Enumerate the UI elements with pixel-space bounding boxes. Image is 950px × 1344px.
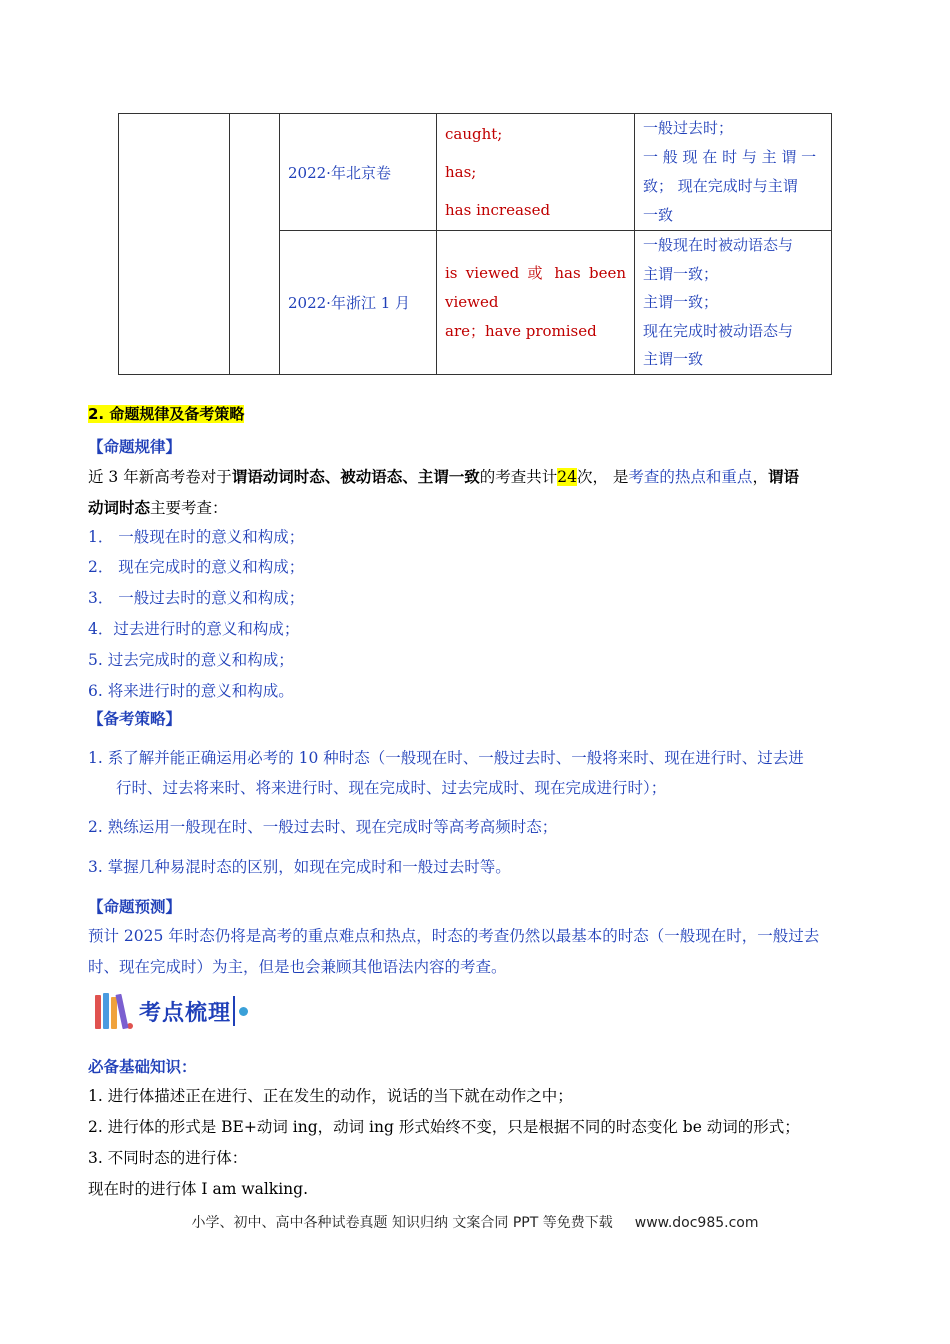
- topic-text: 主谓一致；: [643, 264, 719, 283]
- banner-title: 考点梳理: [139, 1000, 232, 1026]
- exam-year: 2022·年浙江 1 月: [288, 294, 411, 312]
- table-cell-empty: [119, 114, 230, 375]
- topics-cell: [635, 231, 832, 375]
- forecast-line: 预计 2025 年时态仍将是高考的重点难点和热点，时态的考查仍然以最基本的时态（一般现在时，一般过去: [88, 927, 820, 945]
- table-row: [119, 114, 832, 231]
- page-footer: [0, 1212, 950, 1232]
- topic-text: 一般现在时被动语态与: [643, 236, 794, 255]
- exam-year-cell: [280, 114, 437, 231]
- list-item: 3． 一般过去时的意义和构成；: [88, 589, 305, 607]
- answer-text: has increased: [445, 201, 551, 219]
- list-item: 5. 过去完成时的意义和构成；: [88, 651, 294, 669]
- knowledge-title: 必备基础知识：: [88, 1057, 197, 1076]
- rules-title: 【命题规律】: [88, 437, 182, 456]
- exam-topics-table: [118, 113, 832, 375]
- answers-cell: [437, 231, 635, 375]
- topic-text: 致； 现在完成时与主谓: [643, 177, 798, 195]
- list-item: 1． 一般现在时的意义和构成；: [88, 528, 305, 546]
- topic-text: 一致: [643, 206, 674, 224]
- rules-paragraph-line1: 近 3 年新高考卷对于谓语动词时态、被动语态、主谓一致的考查共计24次， 是考查的热点和重点，谓语: [88, 467, 799, 486]
- answer-text: viewed: [445, 293, 499, 311]
- strategy-item-continued: 行时、过去将来时、将来进行时、现在完成时、过去完成时、现在完成进行时）；: [116, 779, 667, 797]
- answer-text: has;: [445, 163, 477, 181]
- knowledge-item: 2. 进行体的形式是 BE+动词 ing，动词 ing 形式始终不变，只是根据不同的时态变化 be 动词的形式；: [88, 1118, 800, 1136]
- knowledge-item: 现在时的进行体 I am walking.: [88, 1180, 308, 1198]
- list-item: 6. 将来进行时的意义和构成。: [88, 682, 294, 700]
- topic-text: 主谓一致: [643, 350, 704, 369]
- knowledge-item: 3. 不同时态的进行体：: [88, 1149, 248, 1167]
- footer-site: www.doc985.com: [634, 1215, 759, 1231]
- answers-cell: [437, 114, 635, 231]
- exam-year: 2022·年北京卷: [288, 163, 391, 182]
- cursor-bar: [233, 996, 235, 1026]
- section-heading: 2. 命题规律及备考策略: [88, 405, 245, 423]
- section-banner: [95, 990, 248, 1032]
- footer-text: 小学、初中、高中各种试卷真题 知识归纳 文案合同 PPT 等免费下载: [191, 1215, 613, 1231]
- answer-text: are；have promised: [445, 322, 597, 340]
- forecast-title: 【命题预测】: [88, 897, 182, 916]
- dot-icon: [239, 1007, 248, 1016]
- strategy-title: 【备考策略】: [88, 709, 182, 728]
- topic-text: 主谓一致；: [643, 293, 719, 312]
- strategy-item: 1. 系了解并能正确运用必考的 10 种时态（一般现在时、一般过去时、一般将来时、现在进行时、过去进: [88, 749, 804, 767]
- topic-text: 一般过去时；: [643, 119, 734, 137]
- strategy-item: 2. 熟练运用一般现在时、一般过去时、现在完成时等高考高频时态；: [88, 818, 558, 836]
- rules-paragraph-line2: 动词时态主要考查：: [88, 498, 228, 517]
- topics-cell: [635, 114, 832, 231]
- forecast-line: 时、现在完成时）为主，但是也会兼顾其他语法内容的考查。: [88, 958, 507, 976]
- topic-text: 一 般 现 在 时 与 主 谓 一: [643, 148, 817, 166]
- table-cell-empty: [230, 114, 280, 375]
- list-item: 4．过去进行时的意义和构成；: [88, 620, 300, 638]
- list-item: 2． 现在完成时的意义和构成；: [88, 558, 305, 576]
- answer-text: is viewed 或 has been: [445, 264, 626, 282]
- books-icon: [95, 993, 133, 1029]
- exam-year-cell: [280, 231, 437, 375]
- exam-count: 24: [557, 468, 577, 486]
- topic-text: 现在完成时被动语态与: [643, 321, 794, 340]
- answer-text: caught;: [445, 125, 503, 143]
- knowledge-item: 1. 进行体描述正在进行、正在发生的动作，说话的当下就在动作之中；: [88, 1087, 573, 1105]
- strategy-item: 3. 掌握几种易混时态的区别，如现在完成时和一般过去时等。: [88, 858, 511, 876]
